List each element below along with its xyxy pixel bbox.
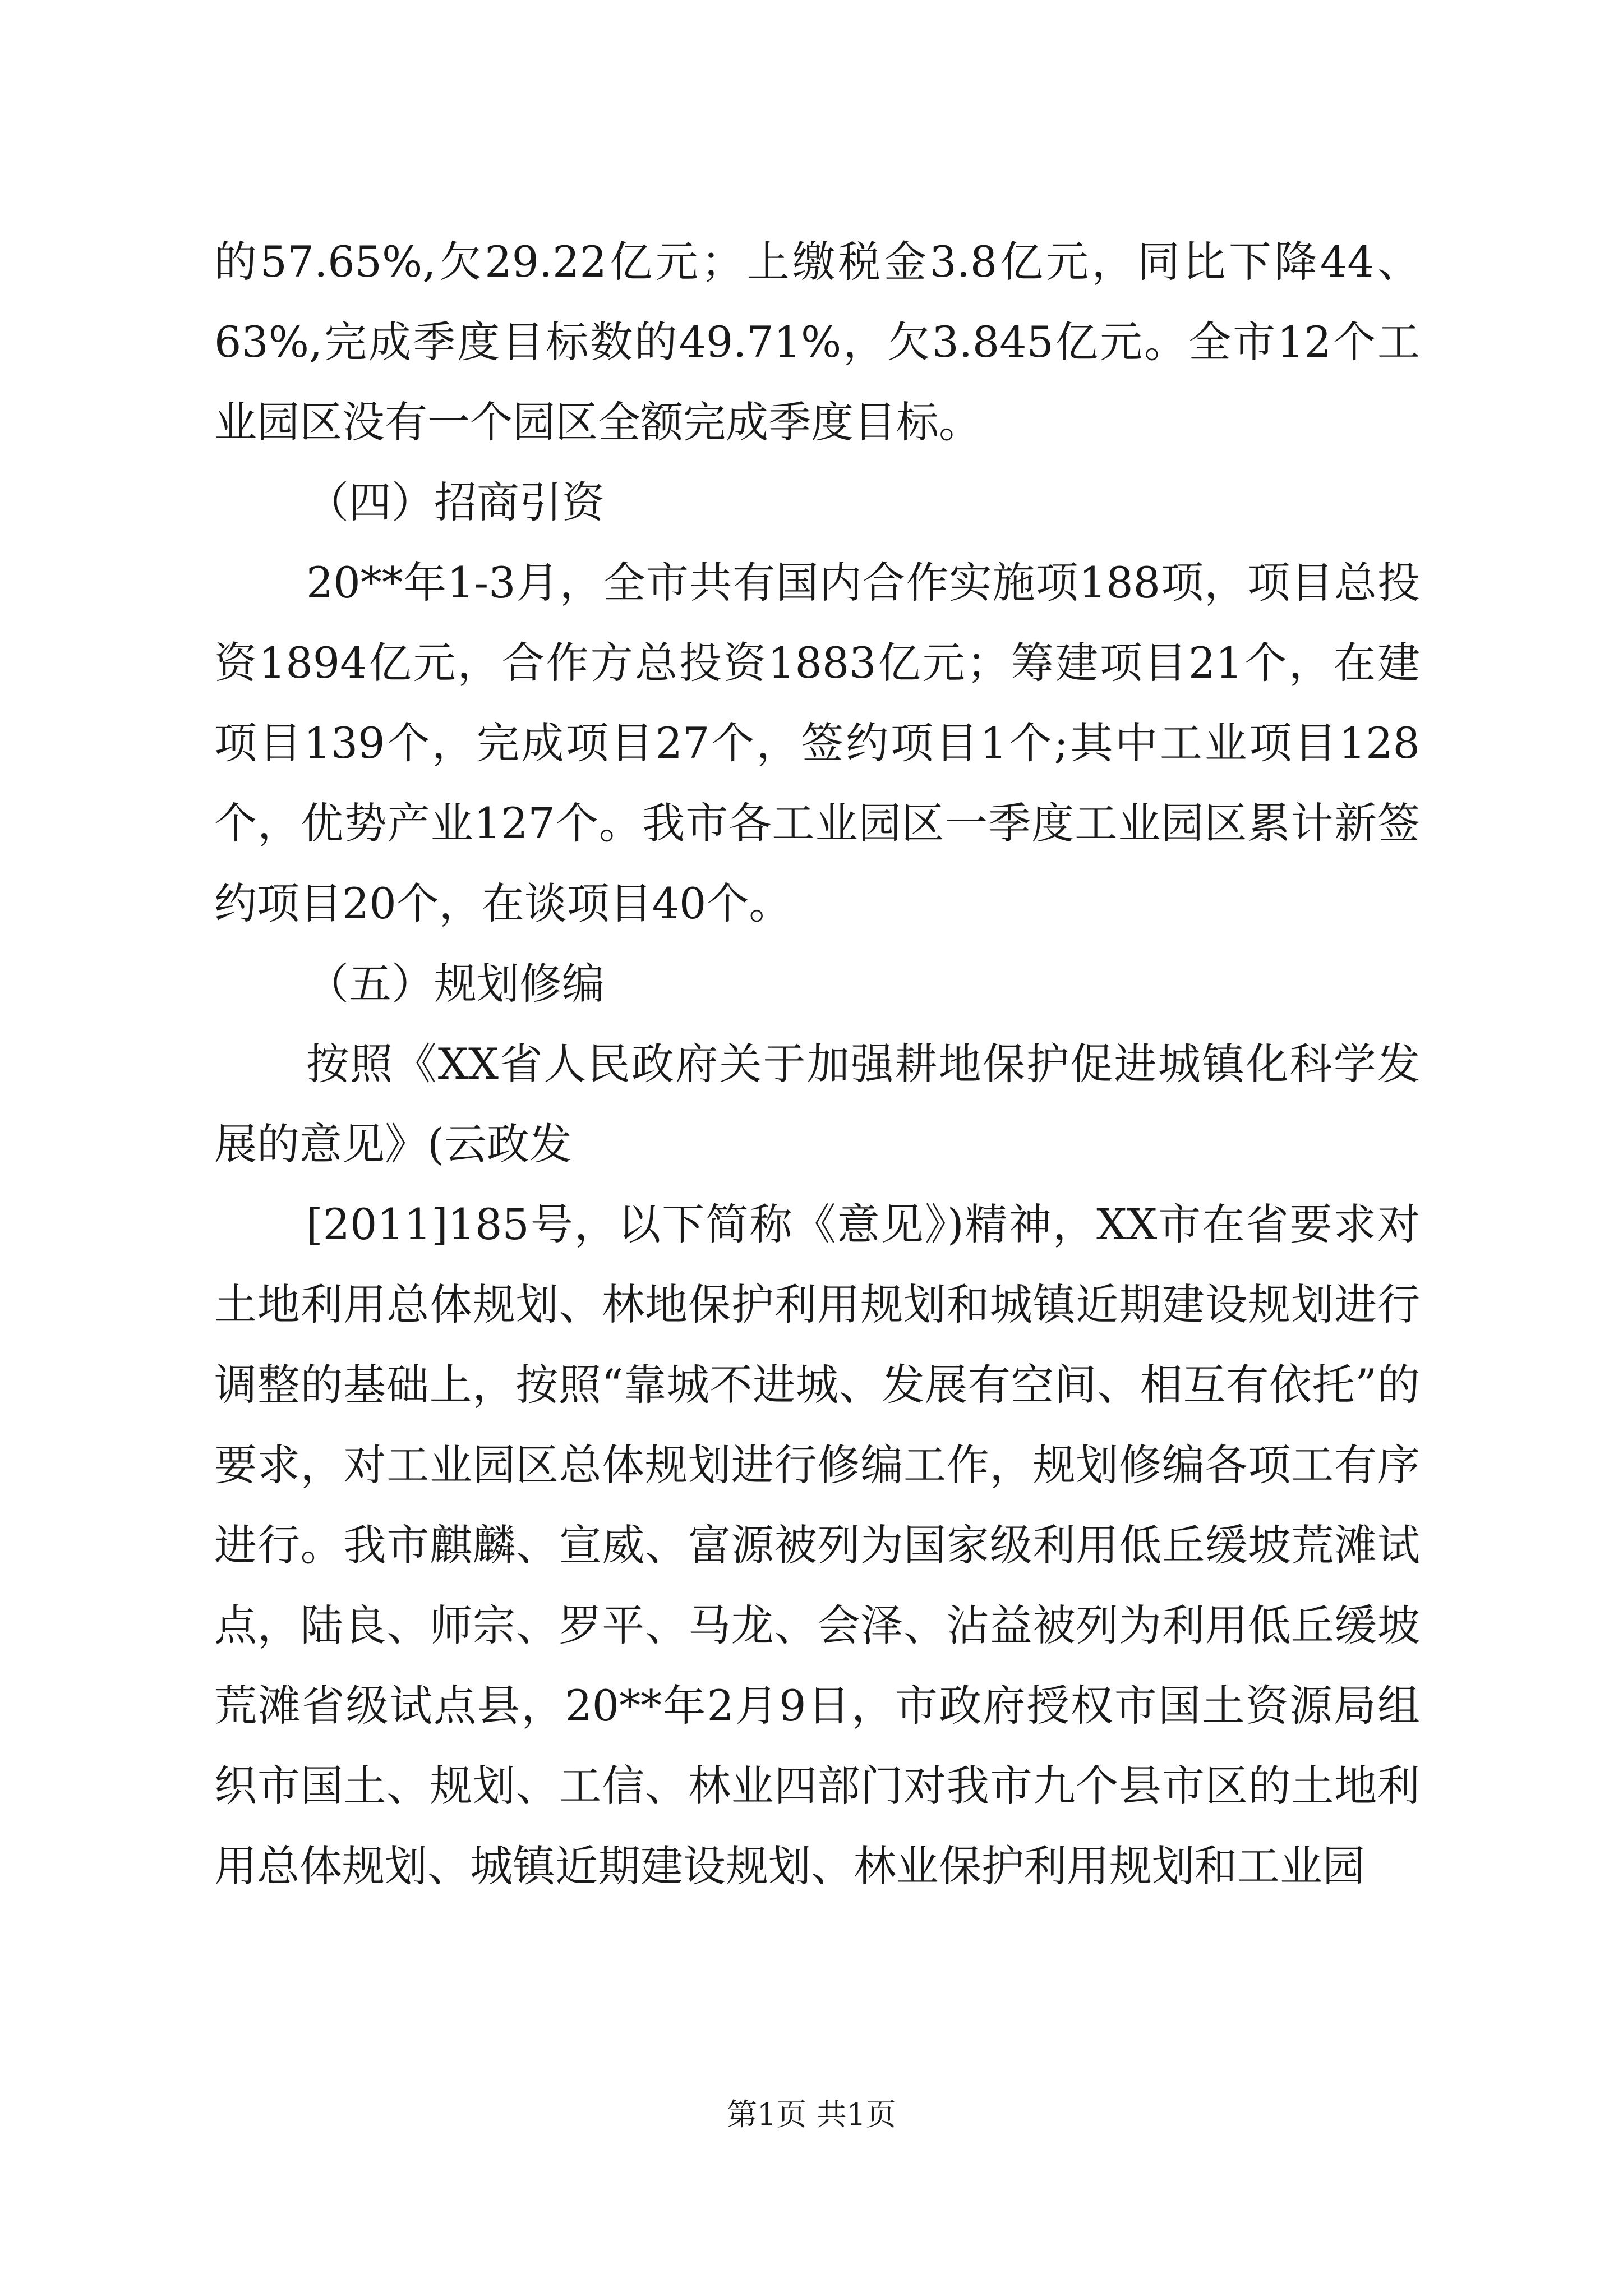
paragraph-planning-detail: [2011]185号，以下简称《意见》)精神，XX市在省要求对土地利用总体规划、林地保护利用规划和城镇近期建设规划进行调整的基础上，按照“靠城不进城、发展有空间、相互有依托”的要求，对工业园区总体规划进行修编工作，规划修编各项工有序进行。我市麒麟、宣威、富源被列为国家级利用低丘缓坡荒滩试点，陆良、师宗、罗平、马龙、会泽、沾益被列为利用低丘缓坡荒滩省级试点县，20**年2月9日，市政府授权市国土资源局组织市国土、规划、工信、林业四部门对我市九个县市区的土地利用总体规划、城镇近期建设规划、林业保护利用规划和工业园 bbox=[214, 1199, 1420, 1891]
section-heading-planning: （五）规划修编 bbox=[306, 959, 605, 1009]
section-heading-investment: （四）招商引资 bbox=[306, 477, 605, 527]
document-body bbox=[214, 222, 1420, 1906]
page-footer: 第1页 共1页 bbox=[727, 2097, 896, 2132]
paragraph-planning-intro: 按照《XX省人民政府关于加强耕地保护促进城镇化科学发展的意见》(云政发 bbox=[214, 1039, 1420, 1169]
paragraph-1: 的57.65%,欠29.22亿元；上缴税金3.8亿元，同比下降44、63%,完成季度目标数的49.71%，欠3.845亿元。全市12个工业园区没有一个园区全额完成季度目标。 bbox=[214, 237, 1420, 447]
paragraph-investment: 20**年1-3月，全市共有国内合作实施项188项，项目总投资1894亿元，合作方总投资1883亿元；筹建项目21个，在建项目139个，完成项目27个，签约项目1个;其中工业项目128个，优势产业127个。我市各工业园区一季度工业园区累计新签约项目20个，在谈项目40个。 bbox=[214, 558, 1420, 928]
